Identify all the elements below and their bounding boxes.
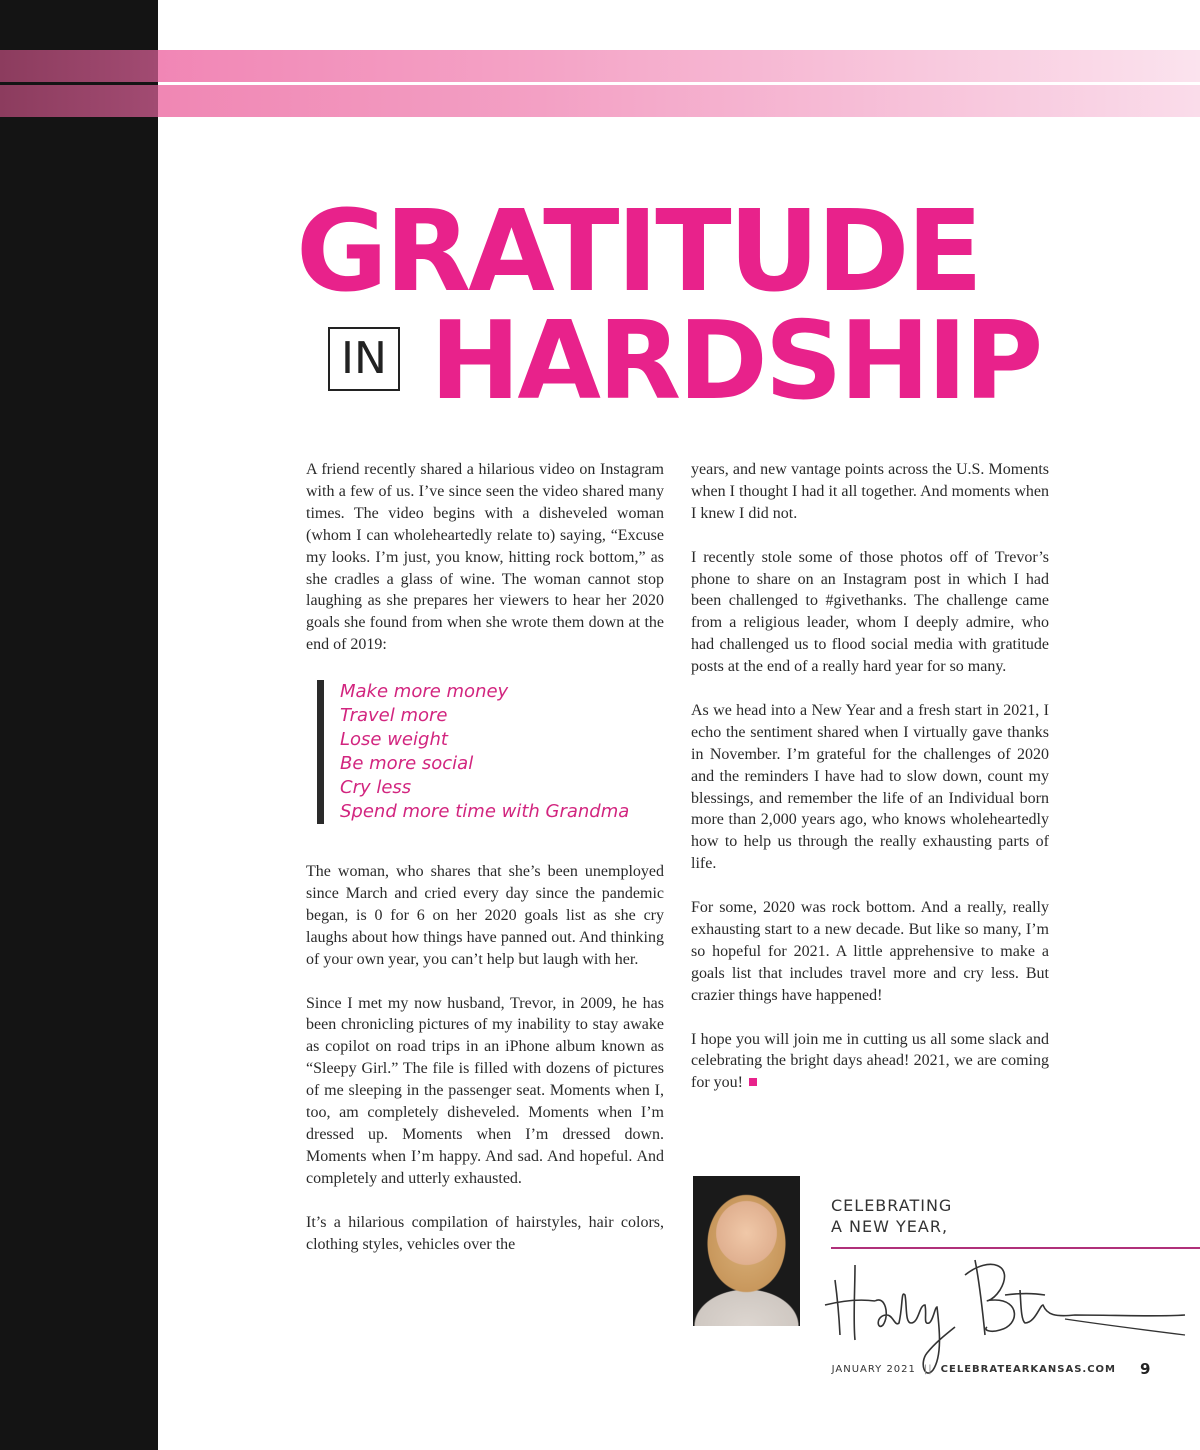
paragraph: The woman, who shares that she’s been unemployed since March and cried every day since the pandemic began, is 0 for 6 on her 2020 goals list as she cry laughs about how things have panned out. And thinking of your own year, you can’t help but laugh with her.	[306, 863, 664, 968]
paragraph: As we head into a New Year and a fresh start in 2021, I echo the sentiment shared when I virtually gave thanks in November. I’m grateful for the challenges of 2020 and the reminders I have had to slow down, count my blessings, and remember the life of an Individual born more than 2,000 years ago, who knows wholeheartedly how to help us through the really exhausting parts of life.	[691, 701, 1049, 873]
paragraph: I recently stole some of those photos off of Trevor’s phone to share on an Instagram post in which I had been challenged to #givethanks. The challenge came from a religious leader, whom I deeply admire, who had challenged us to flood social media with gratitude posts at the end of a really hard year for so many.	[691, 548, 1049, 676]
author-photo	[693, 1176, 800, 1326]
goal-item: Cry less	[340, 777, 412, 799]
goals-list	[317, 680, 664, 824]
page-footer	[832, 1364, 1116, 1375]
pink-band-bottom-dark	[0, 85, 158, 117]
footer-separator: ||	[923, 1364, 933, 1375]
goal-item: Lose weight	[340, 729, 448, 751]
article-column-right	[691, 459, 1049, 1116]
paragraph-final-text: I hope you will join me in cutting us all some slack and celebrating the bright days ahead! 2021, we are coming for you!	[691, 1030, 1049, 1092]
handwritten-signature	[815, 1235, 1195, 1385]
paragraph: Since I met my now husband, Trevor, in 2009, he has been chronicling pictures of my inability to stay awake as copilot on road trips in an iPhone album known as “Sleepy Girl.” The file is filled with dozens of pictures of me sleeping in the passenger seat. Moments when I, too, am completely disheveled. Moments when I’m dressed up. Moments when I’m dressed down. Moments when I’m happy. And sad. And hopeful. And completely and utterly exhausted.	[306, 994, 664, 1187]
headline-gratitude: GRATITUDE	[296, 187, 981, 317]
headline-hardship: HARDSHIP	[430, 299, 1041, 424]
paragraph: years, and new vantage points across the U.S. Moments when I thought I had it all together. And moments when I knew I did not.	[691, 461, 1049, 522]
footer-date: JANUARY 2021	[831, 1364, 916, 1375]
pink-band-top-dark	[0, 50, 158, 82]
paragraph: It’s a hilarious compilation of hairstyles, hair colors, clothing styles, vehicles over the	[306, 1213, 664, 1253]
headline-in-box: IN	[328, 327, 400, 391]
paragraph-final	[691, 1029, 1049, 1095]
paragraph: For some, 2020 was rock bottom. And a really, really exhausting start to a new decade. But like so many, I’m so hopeful for 2021. A little apprehensive to make a goals list that includes travel more and cry less. But crazier things have happened!	[691, 899, 1049, 1004]
goal-item: Travel more	[340, 705, 448, 727]
footer-site: CELEBRATEARKANSAS.COM	[940, 1364, 1116, 1375]
paragraph: A friend recently shared a hilarious video on Instagram with a few of us. I’ve since seen the video shared many times. The video begins with a disheveled woman (whom I can wholeheartedly relate to) saying, “Excuse my looks. I’m just, you know, hitting rock bottom,” as she cradles a glass of wine. The woman cannot stop laughing as she prepares her viewers to hear her 2020 goals she found from when she wrote them down at the end of 2019:	[306, 461, 664, 654]
goal-item: Be more social	[340, 753, 474, 775]
page-number: 9	[1140, 1360, 1151, 1378]
pink-band-bottom	[0, 85, 1200, 117]
goal-item: Make more money	[340, 681, 509, 703]
end-mark-icon	[749, 1078, 757, 1086]
goal-item: Spend more time with Grandma	[340, 801, 630, 823]
signoff-label	[831, 1195, 952, 1237]
article-column-left	[306, 459, 664, 1277]
signoff-line-1: CELEBRATING	[831, 1196, 953, 1215]
left-black-bar	[0, 0, 158, 1450]
signoff-line-2: A NEW YEAR,	[831, 1217, 949, 1236]
pink-band-top	[0, 50, 1200, 82]
